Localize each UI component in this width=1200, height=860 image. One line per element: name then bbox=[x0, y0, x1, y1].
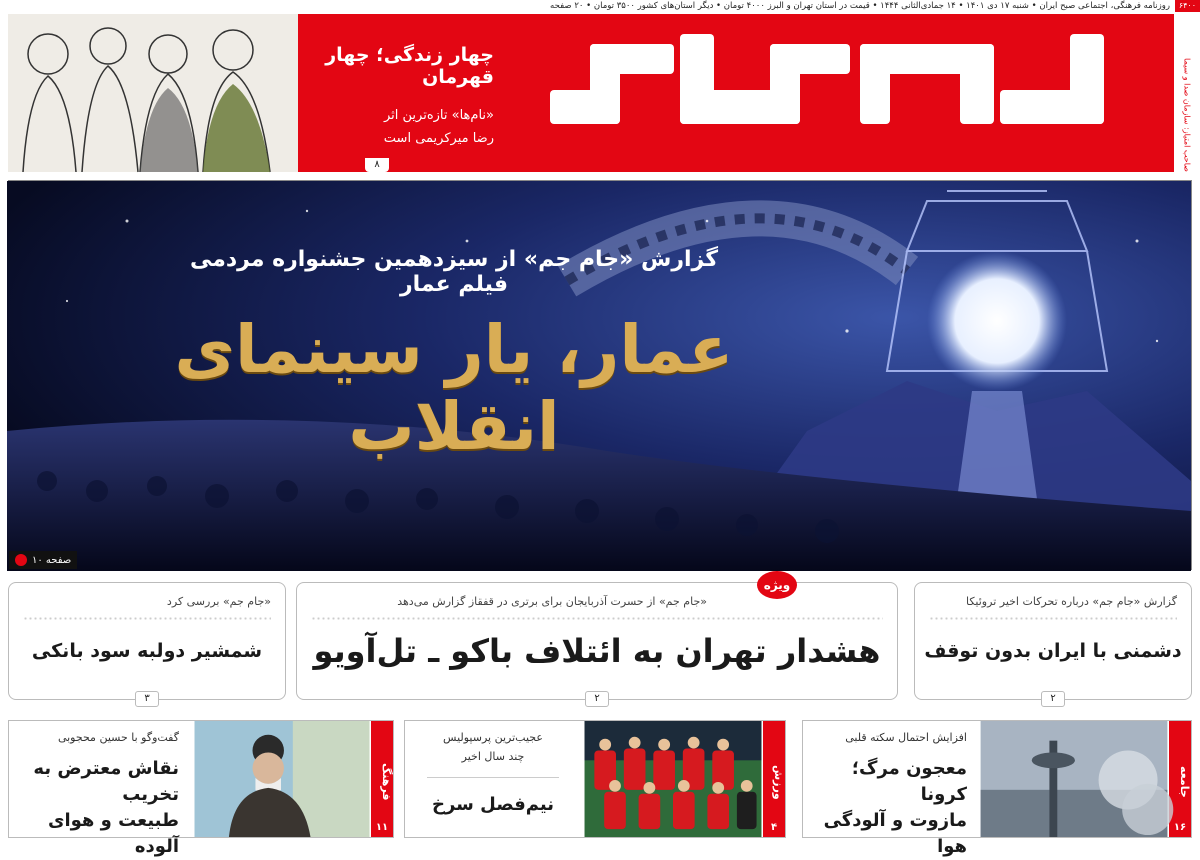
story-kicker: «جام جم» از حسرت آذربایجان برای برتری در قفقاز گزارش می‌دهد bbox=[397, 595, 707, 608]
story-strip-sport[interactable] bbox=[404, 720, 786, 838]
section-page-number: ۱۱ bbox=[375, 822, 389, 833]
hero-subtitle: گزارش «جام جم» از سیزدهمین جشنواره مردمی فیلم عمار bbox=[189, 247, 719, 297]
hero-story[interactable] bbox=[8, 180, 1192, 570]
story-headline-1: معجون مرگ؛ کرونا bbox=[851, 758, 967, 806]
story-page-number: ۳ bbox=[135, 691, 159, 707]
story-kicker: گزارش «جام جم» درباره تحرکات اخیر تروئیکا bbox=[966, 595, 1177, 608]
team-photo bbox=[583, 721, 763, 837]
logo-lettering bbox=[530, 14, 1170, 144]
hero-page-ref[interactable] bbox=[9, 551, 77, 569]
painter-photo bbox=[193, 721, 371, 837]
newspaper-logo[interactable] bbox=[530, 14, 1170, 144]
divider bbox=[427, 777, 559, 778]
story-headline: دشمنی با ایران بدون توقف bbox=[924, 640, 1182, 662]
publication-info: روزنامه فرهنگی، اجتماعی صبح ایران • شنبه ۱۷ دی ۱۴۰۱ • ۱۴ جمادی‌الثانی ۱۴۴۴ • قیمت در استان تهران و البرز ۴۰۰۰ تومان • دیگر استان‌های کشور ۳۵۰۰ تومان • ۲۰ صفحه bbox=[550, 1, 1170, 11]
section-tab bbox=[371, 721, 393, 837]
story-page-number: ۲ bbox=[1041, 691, 1065, 707]
story-text bbox=[405, 721, 581, 837]
promo-line-2: رضا میرکریمی است bbox=[383, 131, 494, 146]
dotted-divider bbox=[311, 616, 883, 622]
story-headline-1: نیم‌فصل سرخ bbox=[432, 794, 554, 815]
story-headline-1: نقاش معترض به تخریب bbox=[33, 758, 179, 806]
special-badge: ویژه bbox=[757, 571, 797, 599]
dotted-divider bbox=[929, 616, 1177, 622]
masthead-info-line bbox=[0, 0, 1200, 12]
story-card-enmity[interactable] bbox=[914, 582, 1192, 704]
issue-number: ۶۴۰۰ bbox=[1175, 0, 1200, 12]
section-page-number: ۴ bbox=[770, 822, 778, 833]
promo-title: چهار زندگی؛ چهار قهرمان bbox=[325, 44, 494, 88]
section-page-number: ۱۶ bbox=[1173, 822, 1187, 833]
story-card-bank-interest[interactable] bbox=[8, 582, 286, 704]
story-text bbox=[9, 721, 191, 858]
masthead-side-strip: صاحب امتیاز: سازمان صدا و سیما bbox=[1174, 14, 1200, 172]
story-headline: شمشیر دولبه سود بانکی bbox=[31, 640, 263, 662]
story-text bbox=[803, 721, 979, 858]
section-tab bbox=[1169, 721, 1191, 837]
story-headline-2: مازوت و آلودگی هوا bbox=[823, 810, 967, 858]
section-label: فرهنگ bbox=[380, 763, 393, 801]
section-label: ورزش bbox=[772, 764, 785, 800]
pollution-photo bbox=[979, 721, 1169, 837]
story-strip-culture[interactable] bbox=[8, 720, 394, 858]
promo-illustration bbox=[8, 14, 298, 172]
story-kicker: گفت‌وگو با حسین محجوبی bbox=[57, 731, 179, 744]
hero-page-label: صفحه ۱۰ bbox=[32, 554, 72, 566]
story-headline-2: طبیعت و هوای آلوده bbox=[47, 810, 179, 858]
promo-line-1: «نام‌ها» تازه‌ترین اثر bbox=[384, 108, 494, 123]
hero-headline: عمار، یار سینمای انقلاب bbox=[174, 311, 734, 465]
promo-box[interactable] bbox=[8, 14, 498, 172]
promo-text bbox=[304, 44, 494, 154]
promo-page-number: ۸ bbox=[365, 158, 389, 172]
dotted-divider bbox=[23, 616, 271, 622]
section-tab bbox=[763, 721, 785, 837]
story-card-warning[interactable] bbox=[296, 578, 898, 704]
arrow-left-icon bbox=[15, 554, 27, 566]
story-kicker-2: چند سال اخیر bbox=[461, 750, 525, 763]
story-kicker: افزایش احتمال سکته قلبی bbox=[845, 731, 967, 744]
story-kicker: عجیب‌ترین پرسپولیس bbox=[443, 731, 543, 744]
story-headline: هشدار تهران به ائتلاف باکو ـ تل‌آویو bbox=[313, 632, 881, 670]
story-page-number: ۲ bbox=[585, 691, 609, 707]
story-strip-society[interactable] bbox=[802, 720, 1192, 858]
story-kicker: «جام جم» بررسی کرد bbox=[166, 595, 271, 608]
section-label: جامعه bbox=[1178, 766, 1191, 798]
